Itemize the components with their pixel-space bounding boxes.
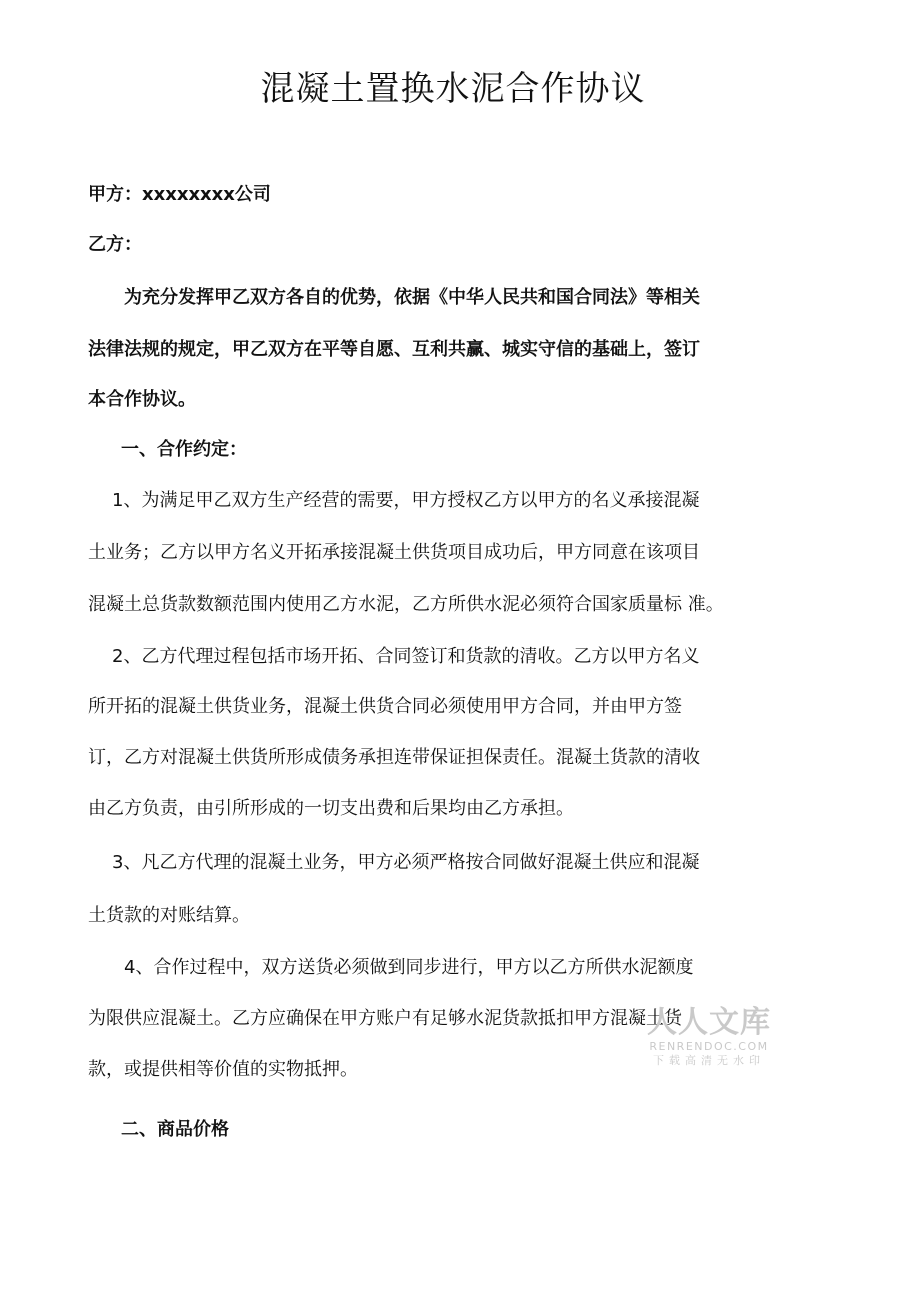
clause-4-line-2: 为限供应混凝土。乙方应确保在甲方账户有足够水泥货款抵扣甲方混凝土货 xyxy=(88,1008,682,1029)
intro-line-1: 为充分发挥甲乙双方各自的优势，依据《中华人民共和国合同法》等相关 xyxy=(124,287,700,308)
clause-2-line-3: 订，乙方对混凝土供货所形成债务承担连带保证担保责任。混凝土货款的清收 xyxy=(88,747,700,768)
clause-1-line-2: 土业务；乙方以甲方名义开拓承接混凝土供货项目成功后，甲方同意在该项目 xyxy=(88,542,700,563)
section-2-heading: 二、商品价格 xyxy=(121,1119,229,1140)
clause-3-line-2: 土货款的对账结算。 xyxy=(88,905,250,926)
party-a: 甲方：xxxxxxxx公司 xyxy=(88,184,271,205)
section-1-heading: 一、合作约定： xyxy=(121,439,247,460)
document-title: 混凝土置换水泥合作协议 xyxy=(260,69,646,109)
watermark-logo: 人人文库 xyxy=(647,1005,771,1040)
watermark-url: RENRENDOC.COM xyxy=(649,1040,769,1053)
clause-2-line-2: 所开拓的混凝土供货业务，混凝土供货合同必须使用甲方合同，并由甲方签 xyxy=(88,696,682,717)
intro-line-2: 法律法规的规定，甲乙双方在平等自愿、互利共赢、城实守信的基础上，签订 xyxy=(88,339,700,360)
clause-4-line-3: 款，或提供相等价值的实物抵押。 xyxy=(88,1059,358,1080)
clause-2-line-1: 2、乙方代理过程包括市场开拓、合同签订和货款的清收。乙方以甲方名义 xyxy=(112,646,700,667)
clause-1-line-1: 1、为满足甲乙双方生产经营的需要，甲方授权乙方以甲方的名义承接混凝 xyxy=(112,490,700,511)
clause-2-line-4: 由乙方负责，由引所形成的一切支出费和后果均由乙方承担。 xyxy=(88,798,574,819)
watermark-tagline: 下载高清无水印 xyxy=(653,1054,765,1067)
intro-line-3: 本合作协议。 xyxy=(88,389,196,410)
clause-1-line-3: 混凝土总货款数额范围内使用乙方水泥，乙方所供水泥必须符合国家质量标 准。 xyxy=(88,594,724,615)
watermark xyxy=(644,1006,774,1068)
clause-3-line-1: 3、凡乙方代理的混凝土业务，甲方必须严格按合同做好混凝土供应和混凝 xyxy=(112,852,700,873)
party-b: 乙方： xyxy=(88,234,142,255)
clause-4-line-1: 4、合作过程中，双方送货必须做到同步进行，甲方以乙方所供水泥额度 xyxy=(124,957,694,978)
